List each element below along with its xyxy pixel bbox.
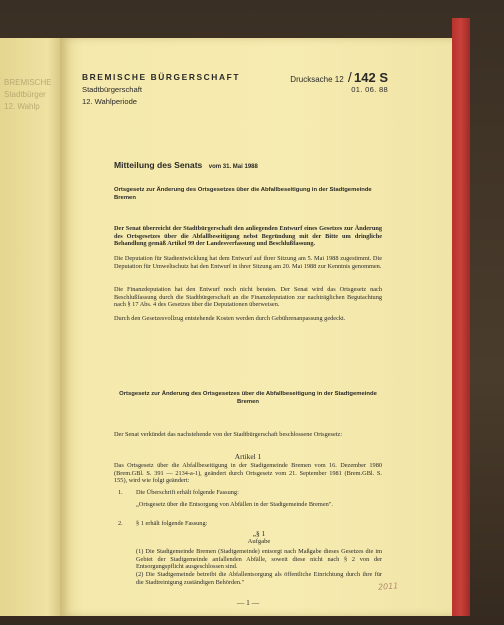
parliament-name: BREMISCHE BÜRGERSCHAFT — [82, 72, 241, 82]
ghost-text-line: BREMISCHE — [4, 78, 52, 87]
printed-matter-line — [290, 69, 388, 85]
document-page — [60, 38, 452, 616]
list-item-quote: „Ortsgesetz über die Entsorgung von Abfällen in der Stadtgemeinde Bremen". — [136, 501, 333, 508]
article-title: Artikel 1 — [234, 452, 262, 461]
legislative-period: 12. Wahlperiode — [82, 97, 138, 106]
body-paragraph: Die Finanzdeputation hat den Entwurf noch nicht beraten. Der Senat wird das Ortsgesetz nach Beschlußfassung durch die Stadtbürgerschaft an die Finanzdeputation zur nachträglichen Begutachtung nach § 17 Abs. 4 des Gesetzes über die Deputationen überweisen. — [114, 286, 382, 309]
communication-title — [114, 155, 258, 173]
printed-matter-slash: / — [347, 69, 352, 85]
subsection-2: (2) Die Stadtgemeinde betreibt die Abfallentsorgung als öffentliche Einrichtung durch ihre für die Stadtreinigung zuständigen Behörden." — [136, 571, 382, 586]
intro-paragraph: Der Senat überreicht der Stadtbürgerschaft den anliegenden Entwurf eines Gesetzes zur Änderung des Ortsgesetzes über die Abfallbeseitigung nebst Begründung mit der Bitte um dringliche Behandlung gemäß Artikel 99 der Landesverfassung und Beschlußfassung. — [114, 225, 382, 248]
ghost-text-line: Stadtbürger — [4, 90, 46, 99]
left-facing-page — [0, 38, 60, 616]
handwritten-pencil-mark: 2011 — [377, 581, 399, 592]
printed-matter-label: Drucksache 12 — [290, 75, 344, 84]
list-item-number: 2. — [118, 520, 123, 527]
ghost-text-line: 12. Wahlp — [4, 102, 40, 111]
list-item-number: 1. — [118, 489, 123, 496]
parliament-chamber: Stadtbürgerschaft — [82, 85, 142, 94]
body-paragraph: Die Deputation für Stadtentwicklung hat dem Entwurf auf ihrer Sitzung am 5. Mai 1988 zugestimmt. Die Deputation für Umweltschutz hat den Entwurf in ihrer Sitzung am 20. Mai 1988 zur Kenntnis genommen. — [114, 255, 382, 270]
printed-matter-date: 01. 06. 88 — [351, 85, 388, 94]
list-item-text: § 1 erhält folgende Fassung: — [136, 520, 208, 527]
law-heading: Ortsgesetz zur Änderung des Ortsgesetzes über die Abfallbeseitigung in der Stadtgemeinde Bremen — [119, 391, 377, 406]
binder-cover-edge — [452, 18, 470, 616]
subsection-1: (1) Die Stadtgemeinde Bremen (Stadtgemeinde) entsorgt nach Maßgabe dieses Gesetzes die im Gebiet der Stadtgemeinde anfallenden Abfälle, soweit diese nicht nach § 2 von der Entsorgungspflicht ausgeschlossen sind. — [136, 548, 382, 571]
communication-heading: Mitteilung des Senats — [114, 160, 203, 170]
enactment-clause: Der Senat verkündet das nachstehende von der Stadtbürgerschaft beschlossene Ortsgesetz: — [114, 431, 343, 438]
page-number: — 1 — — [236, 598, 260, 607]
body-paragraph: Durch den Gesetzesvollzug entstehende Kosten werden durch Gebührenanpassung gedeckt. — [114, 315, 346, 322]
section-sign: „§ 1 — [252, 529, 266, 538]
communication-date: vom 31. Mai 1988 — [208, 164, 258, 170]
section-title: Aufgabe — [247, 538, 271, 545]
list-item-text: Die Überschrift erhält folgende Fassung: — [136, 489, 239, 496]
subject-heading: Ortsgesetz zur Änderung des Ortsgesetzes über die Abfallbeseitigung in der Stadtgemeinde Bremen — [114, 187, 372, 202]
printed-matter-number: 142 S — [354, 70, 388, 85]
article-body: Das Ortsgesetz über die Abfallbeseitigung in der Stadtgemeinde Bremen vom 16. Dezember 1980 (Brem.GBl. S. 391 — 2134-a-1), geändert durch Ortsgesetz vom 21. September 1981 (Brem.GBl. S. 155), wird wie folgt geändert: — [114, 462, 382, 485]
